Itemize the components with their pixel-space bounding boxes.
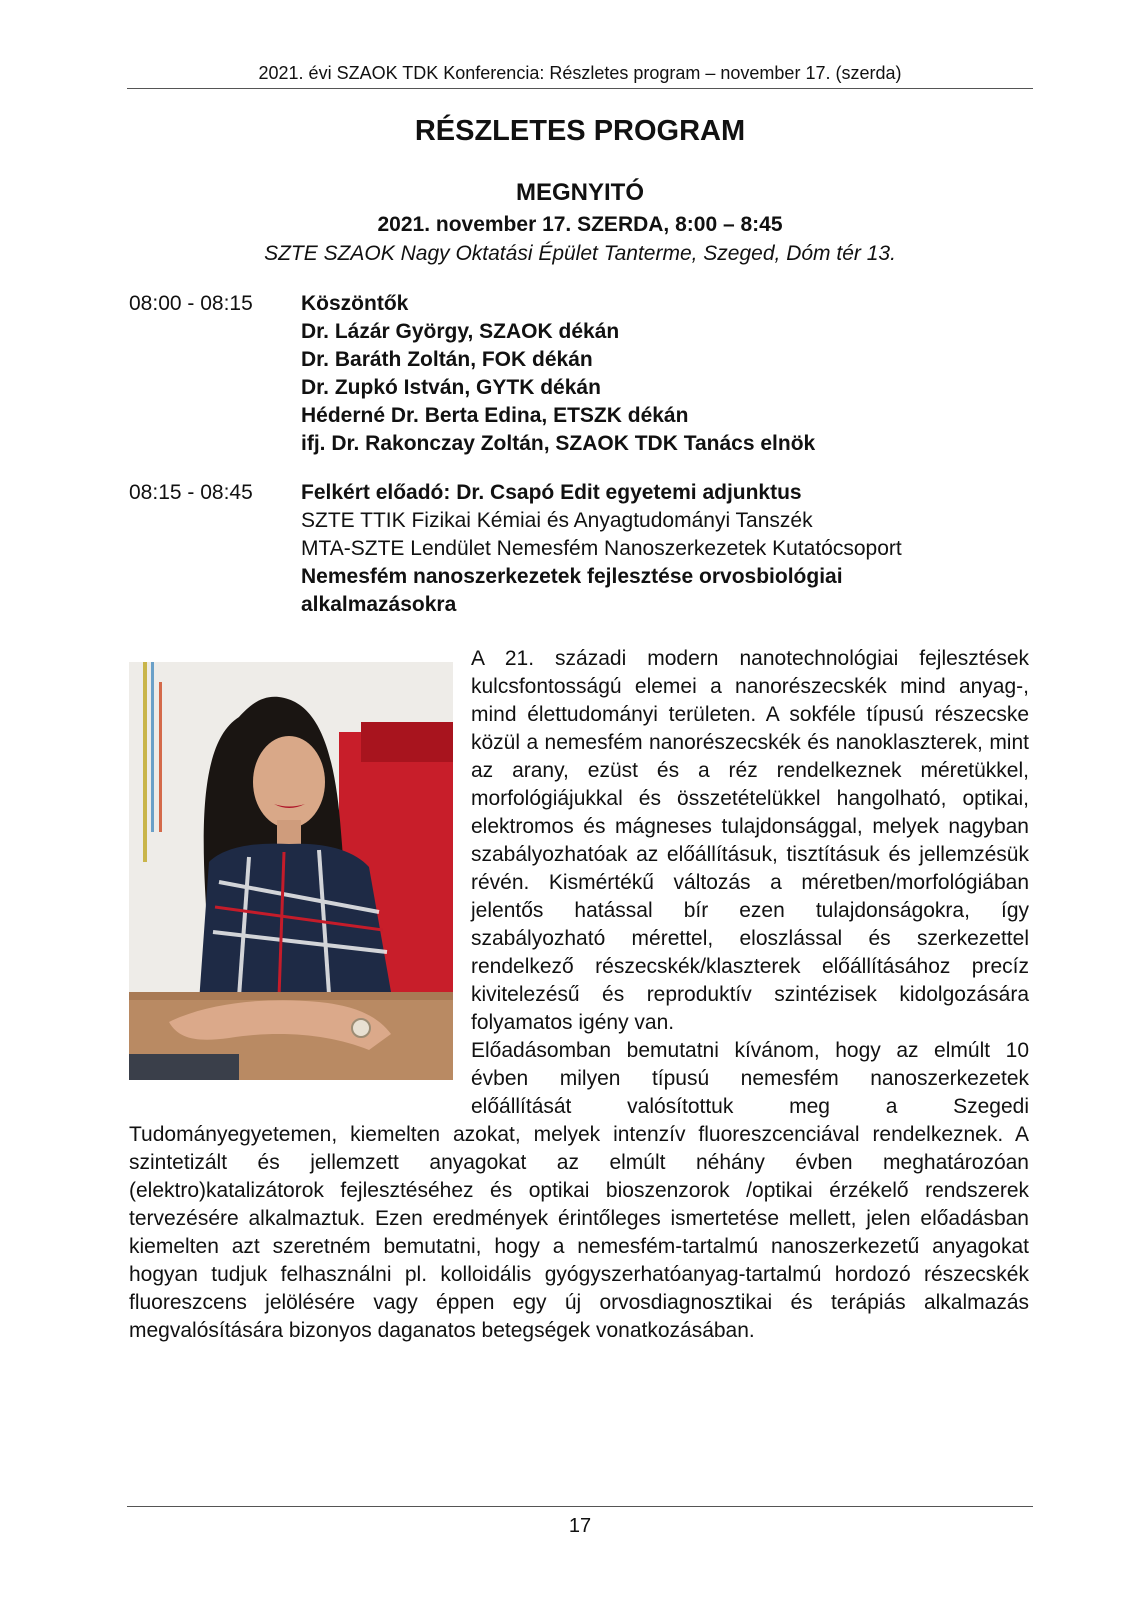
opening-date: 2021. november 17. SZERDA, 8:00 – 8:45 xyxy=(377,213,783,236)
opening-location: SZTE SZAOK Nagy Oktatási Épület Tanterme, Szeged, Dóm tér 13. xyxy=(264,242,896,265)
talk-title-line: Nemesfém nanoszerkezetek fejlesztése orvosbiológiai xyxy=(301,565,843,588)
page-number: 17 xyxy=(568,1515,592,1537)
slot-title: Felkért előadó: Dr. Csapó Edit egyetemi adjunktus xyxy=(301,481,802,504)
running-header: 2021. évi SZAOK TDK Konferencia: Részletes program – november 17. (szerda) xyxy=(258,63,902,83)
slot-time: 08:00 - 08:15 xyxy=(129,292,253,315)
slot-content xyxy=(301,479,1033,619)
speaker: Dr. Lázár György, SZAOK dékán xyxy=(301,320,620,343)
affiliation: SZTE TTIK Fizikai Kémiai és Anyagtudományi Tanszék xyxy=(301,509,813,532)
abstract-paragraph-1: A 21. századi modern nanotechnológiai fejlesztések kulcsfontosságú elemei a nanorészecskék mind anyag-, mind élettudományi területen. A sokféle típusú részecske közül a nemesfém nanorészecskék és nanoklaszterek, mint az arany, ezüst és a réz rendelkeznek méretükkel, morfológiájukkal és összetételükkel hangolható, optikai, elektromos és mágneses tulajdonsággal, melyek nagyban szabályozhatóak az előállításuk, tisztításuk és jellemzésük révén. Kismértékű változás a méretben/morfológiában jelentős hatással bír ezen tulajdonságokra, így szabályozható mérettel, eloszlással és szerkezettel rendelkező részecskék/klaszterek előállításához precíz kivitelezésű és reproduktív szintézisek kidolgozására folyamatos igény van. xyxy=(471,647,1029,1034)
slot-title: Köszöntők xyxy=(301,292,409,315)
speaker: Héderné Dr. Berta Edina, ETSZK dékán xyxy=(301,404,689,427)
header-divider xyxy=(127,88,1033,89)
slot-time: 08:15 - 08:45 xyxy=(129,481,253,504)
page-title: RÉSZLETES PROGRAM xyxy=(414,115,746,147)
abstract-paragraph-2: Előadásomban bemutatni kívánom, hogy az elmúlt 10 évben milyen típusú nemesfém nanoszerkezetek előállítását valósítottuk meg a Szegedi Tudományegyetemen, kiemelten azokat, melyek intenzív fluoreszcenciával rendelkeznek. A szintetizált és jellemzett anyagokat az elmúlt néhány évben meghatározóan (elektro)katalizátorok fejlesztéséhez és optikai bioszenzorok /optikai érzékelő rendszerek tervezésére alkalmaztuk. Ezen eredmények érintőleges ismertetése mellett, jelen előadásban kiemelten azt szeretném bemutatni, hogy a nemesfém-tartalmú nanoszerkezetű anyagokat hogyan tudjuk felhasználni pl. kolloidális gyógyszerhatóanyag-tartalmú hordozó részecskék fluoreszcens jelölésére vagy éppen egy új orvosdiagnosztikai és terápiás alkalmazás megvalósítására bizonyos daganatos betegségek vonatkozásában. xyxy=(129,1039,1029,1342)
speaker: Dr. Baráth Zoltán, FOK dékán xyxy=(301,348,593,371)
opening-heading: MEGNYITÓ xyxy=(515,179,644,206)
photo-spacer xyxy=(129,645,471,1095)
speaker: Dr. Zupkó István, GYTK dékán xyxy=(301,376,601,399)
affiliation: MTA-SZTE Lendület Nemesfém Nanoszerkezetek Kutatócsoport xyxy=(301,537,902,560)
talk-title-line: alkalmazásokra xyxy=(301,593,457,616)
speaker: ifj. Dr. Rakonczay Zoltán, SZAOK TDK Tanács elnök xyxy=(301,432,816,455)
slot-content xyxy=(301,290,1033,458)
abstract xyxy=(129,645,1029,1345)
footer-divider xyxy=(127,1506,1033,1507)
